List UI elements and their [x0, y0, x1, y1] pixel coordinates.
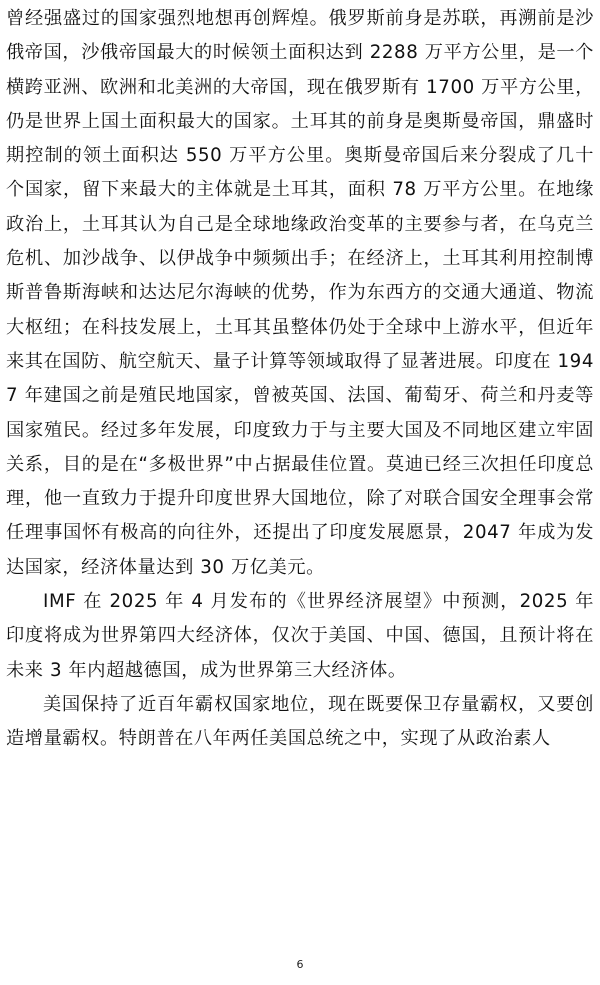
body-paragraph-3: 美国保持了近百年霸权国家地位，现在既要保卫存量霸权，又要创造增量霸权。特朗普在八年两任美国总统之中，实现了从政治素人: [6, 693, 594, 750]
body-paragraph-1: 曾经强盛过的国家强烈地想再创辉煌。俄罗斯前身是苏联，再溯前是沙俄帝国，沙俄帝国最大的时候领土面积达到 2288 万平方公里，是一个横跨亚洲、欧洲和北美洲的大帝国，现在俄罗斯有 1700 万平方公里，仍是世界上国土面积最大的国家。土耳其的前身是奥斯曼帝国，鼎盛时期控制的领土面积达 550 万平方公里。奥斯曼帝国后来分裂成了几十个国家，留下来最大的主体就是土耳其，面积 78 万平方公里。在地缘政治上，土耳其认为自己是全球地缘政治变革的主要参与者，在乌克兰危机、加沙战争、以伊战争中频频出手；在经济上，土耳其利用控制博斯普鲁斯海峡和达达尼尔海峡的优势，作为东西方的交通大通道、物流大枢纽；在科技发展上，土耳其虽整体仍处于全球中上游水平，但近年来其在国防、航空航天、量子计算等领域取得了显著进展。印度在 1947 年建国之前是殖民地国家，曾被英国、法国、葡萄牙、荷兰和丹麦等国家殖民。经过多年发展，印度致力于与主要大国及不同地区建立牢固关系，目的是在“多极世界”中占据最佳位置。莫迪已经三次担任印度总理，他一直致力于提升印度世界大国地位，除了对联合国安全理事会常任理事国怀有极高的向往外，还提出了印度发展愿景，2047 年成为发达国家，经济体量达到 30 万亿美元。: [6, 8, 594, 578]
body-paragraph-2: IMF 在 2025 年 4 月发布的《世界经济展望》中预测，2025 年印度将成为世界第四大经济体，仅次于美国、中国、德国，且预计将在未来 3 年内超越德国，成为世界第三大经济体。: [6, 591, 594, 681]
page-number: 6: [296, 958, 304, 971]
